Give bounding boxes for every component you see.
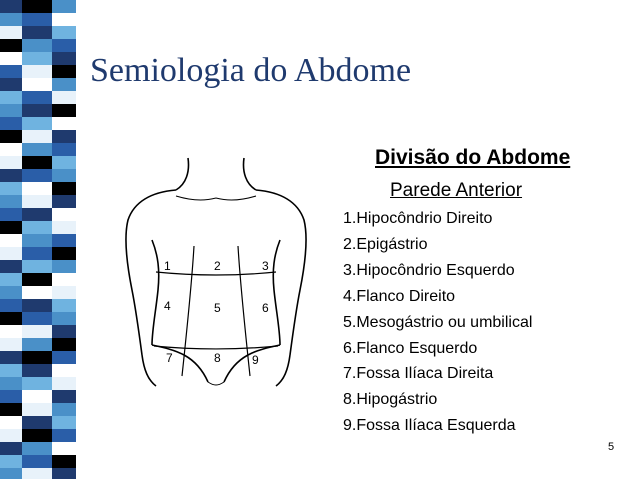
stripe-tile [22, 390, 52, 403]
stripe-tile [0, 273, 22, 286]
stripe-tile [0, 416, 22, 429]
list-item: 3.Hipocôndrio Esquerdo [343, 261, 515, 279]
list-item: 4.Flanco Direito [343, 287, 456, 305]
stripe-tile [0, 104, 22, 117]
stripe-tile [22, 52, 52, 65]
stripe-tile [0, 91, 22, 104]
stripe-tile [52, 312, 76, 325]
stripe-tile [0, 429, 22, 442]
list-item: 1.Hipocôndrio Direito [343, 210, 493, 227]
stripe-tile [52, 156, 76, 169]
page-number: 5 [608, 441, 615, 453]
stripe-tile [52, 416, 76, 429]
list-item: 8.Hipogástrio [343, 391, 438, 409]
stripe-tile [22, 26, 52, 39]
stripe-tile [52, 182, 76, 195]
stripe-tile [0, 312, 22, 325]
slide-title: Semiologia do Abdome [90, 52, 412, 89]
stripe-tile [0, 468, 22, 479]
region-label-8: 8 [214, 351, 221, 365]
stripe-tile [52, 221, 76, 234]
stripe-tile [52, 104, 76, 117]
stripe-tile [22, 39, 52, 52]
stripe-tile [22, 78, 52, 91]
stripe-tile [22, 130, 52, 143]
groin-line [208, 382, 224, 385]
stripe-tile [52, 169, 76, 182]
regions-list [343, 206, 532, 439]
stripe-tile [52, 78, 76, 91]
stripe-tile [52, 429, 76, 442]
stripe-tile [22, 143, 52, 156]
right-torso-outline [273, 240, 280, 345]
stripe-tile [52, 91, 76, 104]
stripe-tile [52, 117, 76, 130]
stripe-tile [22, 104, 52, 117]
stripe-tile [0, 39, 22, 52]
stripe-tile [22, 182, 52, 195]
stripe-tile [22, 91, 52, 104]
stripe-tile [0, 338, 22, 351]
stripe-tile [52, 247, 76, 260]
stripe-tile [0, 221, 22, 234]
stripe-tile [22, 325, 52, 338]
stripe-tile [0, 351, 22, 364]
stripe-tile [52, 286, 76, 299]
stripe-tile [0, 169, 22, 182]
stripe-tile [52, 65, 76, 78]
region-label-7: 7 [166, 351, 173, 365]
stripe-tile [22, 299, 52, 312]
stripe-tile [22, 195, 52, 208]
stripe-tile [0, 195, 22, 208]
stripe-tile [52, 234, 76, 247]
stripe-tile [52, 130, 76, 143]
stripe-tile [22, 429, 52, 442]
stripe-tile [0, 52, 22, 65]
list-item: 5.Mesogástrio ou umbilical [343, 313, 533, 331]
stripe-tile [0, 130, 22, 143]
stripe-tile [52, 351, 76, 364]
stripe-tile [22, 65, 52, 78]
stripe-tile [52, 13, 76, 26]
stripe-tile [52, 390, 76, 403]
stripe-tile [22, 13, 52, 26]
stripe-tile [52, 442, 76, 455]
stripe-tile [52, 377, 76, 390]
stripe-tile [22, 338, 52, 351]
stripe-tile [0, 143, 22, 156]
stripe-tile [52, 364, 76, 377]
stripe-tile [0, 13, 22, 26]
stripe-tile [52, 455, 76, 468]
stripe-tile [0, 65, 22, 78]
list-item: 7.Fossa Ilíaca Direita [343, 365, 494, 383]
stripe-tile [0, 0, 22, 13]
stripe-tile [52, 0, 76, 13]
region-label-6: 6 [262, 301, 269, 315]
region-label-5: 5 [214, 301, 221, 315]
stripe-tile [52, 26, 76, 39]
clavicle-lines [176, 196, 256, 200]
stripe-tile [0, 117, 22, 130]
stripe-tile [52, 260, 76, 273]
region-label-9: 9 [252, 353, 259, 367]
stripe-tile [22, 286, 52, 299]
stripe-tile [52, 208, 76, 221]
stripe-tile [0, 442, 22, 455]
stripe-tile [0, 455, 22, 468]
stripe-tile [0, 78, 22, 91]
stripe-tile [22, 351, 52, 364]
stripe-tile [52, 325, 76, 338]
stripe-tile [22, 416, 52, 429]
region-label-3: 3 [262, 259, 269, 273]
stripe-tile [0, 234, 22, 247]
stripe-tile [52, 299, 76, 312]
stripe-tile [0, 325, 22, 338]
stripe-tile [52, 39, 76, 52]
stripe-tile [52, 143, 76, 156]
lower-horizontal-line [154, 346, 278, 349]
stripe-tile [0, 26, 22, 39]
stripe-tile [22, 156, 52, 169]
stripe-tile [0, 286, 22, 299]
stripe-tile [0, 208, 22, 221]
stripe-tile [22, 169, 52, 182]
stripe-tile [22, 208, 52, 221]
region-label-2: 2 [214, 259, 221, 273]
stripe-tile [22, 260, 52, 273]
stripe-tile [0, 247, 22, 260]
stripe-tile [22, 403, 52, 416]
stripe-tile [22, 468, 52, 479]
stripe-tile [22, 377, 52, 390]
stripe-tile [0, 377, 22, 390]
stripe-tile [22, 442, 52, 455]
stripe-tile [22, 455, 52, 468]
stripe-tile [22, 364, 52, 377]
stripe-tile [52, 273, 76, 286]
stripe-tile [0, 156, 22, 169]
stripe-tile [52, 195, 76, 208]
list-item: 6.Flanco Esquerdo [343, 339, 478, 357]
stripe-tile [22, 234, 52, 247]
abdomen-regions-figure [116, 150, 316, 390]
neck-outline [176, 158, 256, 190]
stripe-tile [22, 117, 52, 130]
section-subheading: Parede Anterior [390, 180, 523, 201]
stripe-tile [52, 403, 76, 416]
stripe-tile [22, 247, 52, 260]
decorative-stripe-panel [0, 0, 76, 479]
left-torso-outline [152, 240, 159, 345]
section-heading: Divisão do Abdome [375, 146, 571, 169]
stripe-tile [0, 403, 22, 416]
stripe-tile [0, 182, 22, 195]
stripe-tile [22, 312, 52, 325]
stripe-tile [0, 364, 22, 377]
region-label-1: 1 [164, 259, 171, 273]
stripe-tile [52, 338, 76, 351]
stripe-tile [52, 468, 76, 479]
stripe-tile [22, 221, 52, 234]
stripe-tile [0, 260, 22, 273]
stripe-tile [0, 390, 22, 403]
list-item: 9.Fossa Ilíaca Esquerda [343, 417, 516, 435]
stripe-tile [52, 52, 76, 65]
stripe-tile [22, 273, 52, 286]
list-item: 2.Epigástrio [343, 235, 428, 253]
stripe-tile [22, 0, 52, 13]
region-label-4: 4 [164, 299, 171, 313]
stripe-tile [0, 299, 22, 312]
